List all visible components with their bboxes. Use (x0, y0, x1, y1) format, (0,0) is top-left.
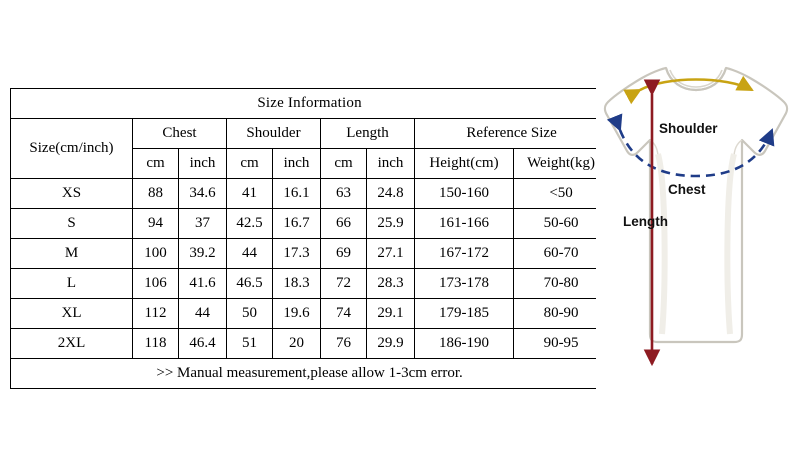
header-length: Length (321, 119, 415, 149)
cell-chest-inch: 41.6 (179, 269, 227, 299)
table-row (11, 209, 609, 239)
cell-shoulder-inch: 17.3 (273, 239, 321, 269)
cell-size: XS (11, 179, 133, 209)
cell-shoulder-cm: 50 (227, 299, 273, 329)
header-length-cm: cm (321, 149, 367, 179)
cell-shoulder-cm: 42.5 (227, 209, 273, 239)
cell-weight: 80-90 (514, 299, 609, 329)
cell-weight: 60-70 (514, 239, 609, 269)
label-length: Length (623, 214, 668, 229)
cell-length-inch: 27.1 (367, 239, 415, 269)
cell-height: 186-190 (415, 329, 514, 359)
cell-chest-inch: 34.6 (179, 179, 227, 209)
table-row (11, 269, 609, 299)
header-length-inch: inch (367, 149, 415, 179)
table-row (11, 179, 609, 209)
cell-chest-cm: 88 (133, 179, 179, 209)
label-chest: Chest (668, 182, 706, 197)
cell-weight: 70-80 (514, 269, 609, 299)
cell-shoulder-cm: 44 (227, 239, 273, 269)
cell-shoulder-inch: 18.3 (273, 269, 321, 299)
cell-shoulder-inch: 16.7 (273, 209, 321, 239)
cell-height: 150-160 (415, 179, 514, 209)
header-chest: Chest (133, 119, 227, 149)
cell-chest-inch: 37 (179, 209, 227, 239)
cell-size: 2XL (11, 329, 133, 359)
cell-chest-inch: 39.2 (179, 239, 227, 269)
header-shoulder-cm: cm (227, 149, 273, 179)
header-shoulder-inch: inch (273, 149, 321, 179)
cell-shoulder-cm: 46.5 (227, 269, 273, 299)
size-table-container (10, 88, 596, 389)
cell-weight: 90-95 (514, 329, 609, 359)
cell-chest-inch: 44 (179, 299, 227, 329)
table-row (11, 239, 609, 269)
tshirt-diagram (596, 34, 796, 426)
cell-shoulder-inch: 16.1 (273, 179, 321, 209)
measurement-note: >> Manual measurement,please allow 1-3cm error. (11, 359, 609, 389)
cell-weight: 50-60 (514, 209, 609, 239)
cell-height: 161-166 (415, 209, 514, 239)
header-shoulder: Shoulder (227, 119, 321, 149)
header-chest-inch: inch (179, 149, 227, 179)
cell-size: M (11, 239, 133, 269)
cell-shoulder-inch: 20 (273, 329, 321, 359)
cell-chest-inch: 46.4 (179, 329, 227, 359)
cell-chest-cm: 106 (133, 269, 179, 299)
cell-length-cm: 74 (321, 299, 367, 329)
cell-shoulder-cm: 41 (227, 179, 273, 209)
cell-length-cm: 63 (321, 179, 367, 209)
cell-length-cm: 72 (321, 269, 367, 299)
header-weight: Weight(kg) (514, 149, 609, 179)
cell-length-inch: 25.9 (367, 209, 415, 239)
table-row (11, 299, 609, 329)
cell-shoulder-cm: 51 (227, 329, 273, 359)
table-row (11, 329, 609, 359)
cell-chest-cm: 118 (133, 329, 179, 359)
cell-height: 179-185 (415, 299, 514, 329)
cell-height: 173-178 (415, 269, 514, 299)
cell-chest-cm: 100 (133, 239, 179, 269)
cell-size: L (11, 269, 133, 299)
cell-length-cm: 66 (321, 209, 367, 239)
cell-length-inch: 24.8 (367, 179, 415, 209)
tshirt-illustration (596, 34, 796, 426)
cell-chest-cm: 94 (133, 209, 179, 239)
cell-shoulder-inch: 19.6 (273, 299, 321, 329)
cell-length-inch: 29.1 (367, 299, 415, 329)
size-table (10, 88, 609, 389)
cell-height: 167-172 (415, 239, 514, 269)
cell-length-cm: 76 (321, 329, 367, 359)
group-header-row (11, 119, 609, 149)
cell-chest-cm: 112 (133, 299, 179, 329)
cell-weight: <50 (514, 179, 609, 209)
header-chest-cm: cm (133, 149, 179, 179)
page-title: Size Information (11, 89, 609, 119)
header-height: Height(cm) (415, 149, 514, 179)
table-title-row (11, 89, 609, 119)
header-size-label: Size(cm/inch) (11, 119, 133, 179)
cell-length-inch: 29.9 (367, 329, 415, 359)
cell-size: XL (11, 299, 133, 329)
table-note-row (11, 359, 609, 389)
cell-size: S (11, 209, 133, 239)
label-shoulder: Shoulder (659, 121, 718, 136)
header-reference-size: Reference Size (415, 119, 609, 149)
cell-length-inch: 28.3 (367, 269, 415, 299)
cell-length-cm: 69 (321, 239, 367, 269)
